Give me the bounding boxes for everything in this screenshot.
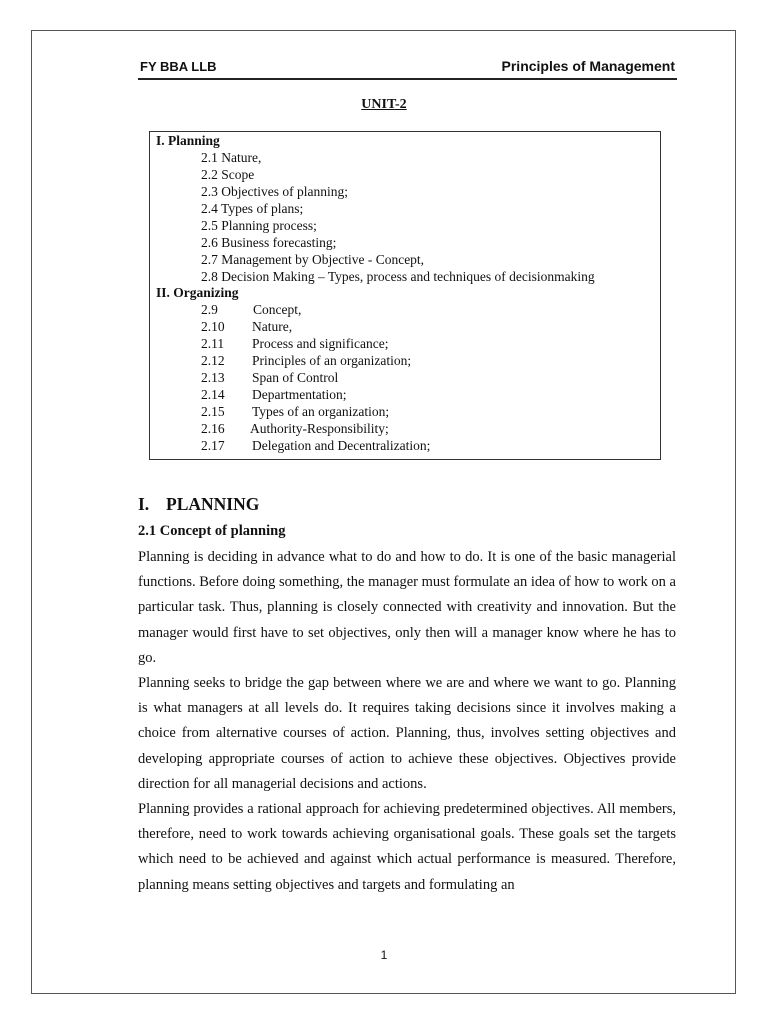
toc-item: 2.6 Business forecasting; [201, 235, 337, 250]
page-header [138, 58, 677, 80]
toc-item: 2.2 Scope [201, 167, 255, 182]
toc-section-planning: I. Planning [156, 133, 220, 148]
unit-title: UNIT-2 [361, 97, 407, 112]
paragraph: Planning is deciding in advance what to do and how to do. It is one of the basic managerial functions. Before doing something, the manager must formulate an idea of how to work on a particular task. Thus, planning is closely connected with creativity and innovation. But the manager would first have to set objectives, only then will a manager know where he has to go. [138, 549, 676, 666]
section-heading [138, 494, 259, 515]
section-heading-number: I. [138, 494, 150, 514]
toc-item: 2.5 Planning process; [201, 218, 317, 233]
section-heading-text: PLANNING [166, 494, 260, 514]
header-course: FY BBA LLB [140, 59, 217, 74]
toc-item: 2.8 Decision Making – Types, process and techniques of decisionmaking [201, 269, 595, 284]
toc-item: 2.3 Objectives of planning; [201, 184, 348, 199]
toc-item: 2.7 Management by Objective - Concept, [201, 252, 425, 267]
page-number: 1 [380, 948, 388, 962]
subsection-heading: 2.1 Concept of planning [138, 523, 286, 539]
body-text [138, 545, 676, 898]
syllabus-box: I. Planning 2.1 Nature, 2.2 Scope 2.3 Objectives of planning; 2.4 Types of plans; 2.5 Planning process; 2.6 Business forecasting; 2.7 Management by Objective - Concept, 2.8 Decision Making – Types, process and techniques of decisionmaking II. Organizing 2.9 Concept, 2.10 Nature, 2.11 Process and significance; 2.12 Principles of an organization; 2.13 Span of Control 2.14 Departmentation; 2.15 Types of an organization; 2.16 Authority-Responsibility; 2.17 Delegation and Decentralization; [149, 131, 661, 460]
paragraph: Planning provides a rational approach for achieving predetermined objectives. All members, therefore, need to work towards achieving organisational goals. These goals set the targets which need to be achieved and against which actual performance is measured. Therefore, planning means setting objectives and targets and formulating an [138, 801, 676, 893]
header-subject: Principles of Management [501, 58, 675, 74]
paragraph: Planning seeks to bridge the gap between where we are and where we want to go. Planning is what managers at all levels do. It requires taking decisions since it involves making a choice from alternative courses of action. Planning, thus, involves setting objectives and developing appropriate courses of action to achieve these objectives. Objectives provide direction for all managerial decisions and actions. [138, 675, 676, 792]
toc-item: 2.4 Types of plans; [201, 201, 304, 216]
toc-section-organizing: II. Organizing [156, 285, 239, 300]
toc-item: 2.1 Nature, [201, 150, 262, 165]
